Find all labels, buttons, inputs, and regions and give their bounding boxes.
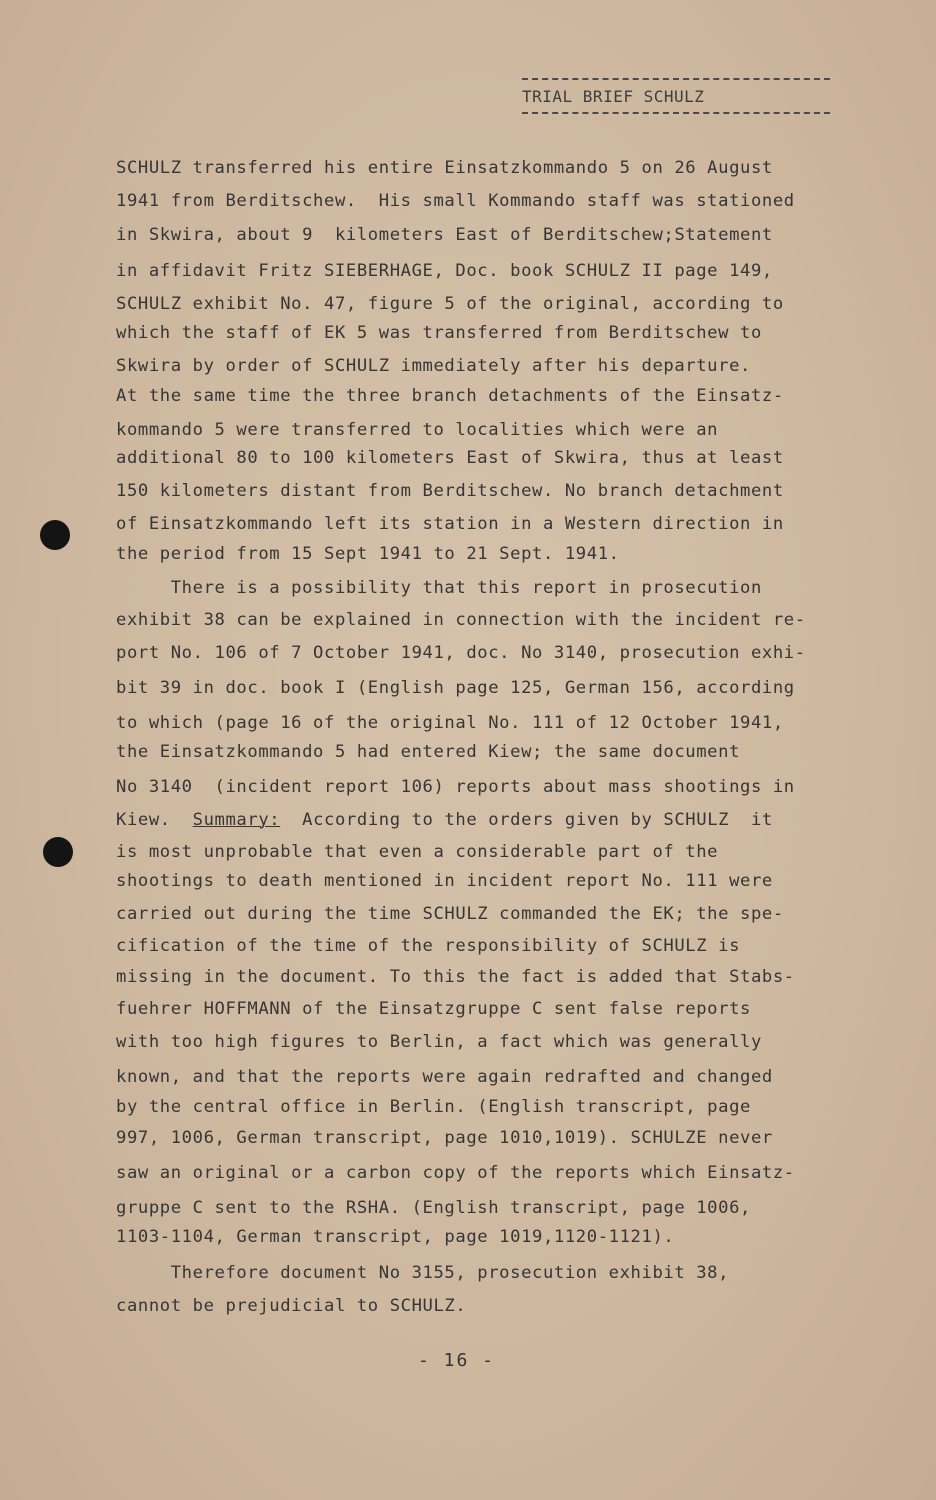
body-line: Therefore document No 3155, prosecution exhibit 38,	[116, 1263, 730, 1283]
page-number: - 16 -	[418, 1350, 496, 1371]
body-line: with too high figures to Berlin, a fact which was generally	[116, 1032, 762, 1052]
body-line: SCHULZ transferred his entire Einsatzkommando 5 on 26 August	[116, 158, 773, 178]
body-line: cification of the time of the responsibility of SCHULZ is	[116, 936, 741, 956]
body-line: There is a possibility that this report in prosecution	[116, 578, 762, 598]
body-line: of Einsatzkommando left its station in a Western direction in	[116, 514, 784, 534]
body-line: the Einsatzkommando 5 had entered Kiew; the same document	[116, 742, 741, 762]
body-line: carried out during the time SCHULZ commanded the EK; the spe-	[116, 904, 784, 924]
body-line: in affidavit Fritz SIEBERHAGE, Doc. book SCHULZ II page 149,	[116, 261, 773, 281]
punch-hole	[40, 520, 70, 550]
summary-heading: Summary:	[192, 810, 281, 830]
body-line: is most unprobable that even a considerable part of the	[116, 842, 719, 862]
body-line: known, and that the reports were again redrafted and changed	[116, 1067, 773, 1087]
body-line: Kiew. Summary: According to the orders given by SCHULZ it	[116, 810, 773, 830]
body-line: the period from 15 Sept 1941 to 21 Sept. 1941.	[116, 544, 620, 564]
body-line: to which (page 16 of the original No. 111 of 12 October 1941,	[116, 713, 784, 733]
punch-hole	[43, 837, 73, 867]
header-block	[522, 78, 832, 114]
body-line: cannot be prejudicial to SCHULZ.	[116, 1296, 467, 1316]
body-line: by the central office in Berlin. (English transcript, page	[116, 1097, 751, 1117]
body-line: port No. 106 of 7 October 1941, doc. No 3140, prosecution exhi-	[116, 643, 806, 663]
body-line: in Skwira, about 9 kilometers East of Berditschew;Statement	[116, 225, 773, 245]
body-line: Skwira by order of SCHULZ immediately after his departure.	[116, 356, 751, 376]
body-line: No 3140 (incident report 106) reports about mass shootings in	[116, 777, 795, 797]
body-line: missing in the document. To this the fact is added that Stabs-	[116, 967, 795, 987]
body-line: exhibit 38 can be explained in connection with the incident re-	[116, 610, 806, 630]
header-rule-top	[522, 78, 830, 80]
header-rule-bottom	[522, 112, 830, 114]
body-line: which the staff of EK 5 was transferred from Berditschew to	[116, 323, 762, 343]
body-line: 1941 from Berditschew. His small Kommando staff was stationed	[116, 191, 795, 211]
body-line: gruppe C sent to the RSHA. (English transcript, page 1006,	[116, 1198, 751, 1218]
body-line: At the same time the three branch detachments of the Einsatz-	[116, 386, 784, 406]
body-line: 1103-1104, German transcript, page 1019,1120-1121).	[116, 1227, 675, 1247]
body-line: bit 39 in doc. book I (English page 125, German 156, according	[116, 678, 795, 698]
body-line: fuehrer HOFFMANN of the Einsatzgruppe C sent false reports	[116, 999, 751, 1019]
body-line: SCHULZ exhibit No. 47, figure 5 of the original, according to	[116, 294, 784, 314]
document-title: TRIAL BRIEF SCHULZ	[522, 87, 705, 106]
body-line: additional 80 to 100 kilometers East of Skwira, thus at least	[116, 448, 784, 468]
body-line: saw an original or a carbon copy of the reports which Einsatz-	[116, 1163, 795, 1183]
body-line: kommando 5 were transferred to localities which were an	[116, 420, 719, 440]
body-line: 150 kilometers distant from Berditschew. No branch detachment	[116, 481, 784, 501]
body-line: shootings to death mentioned in incident report No. 111 were	[116, 871, 773, 891]
body-line: 997, 1006, German transcript, page 1010,1019). SCHULZE never	[116, 1128, 773, 1148]
